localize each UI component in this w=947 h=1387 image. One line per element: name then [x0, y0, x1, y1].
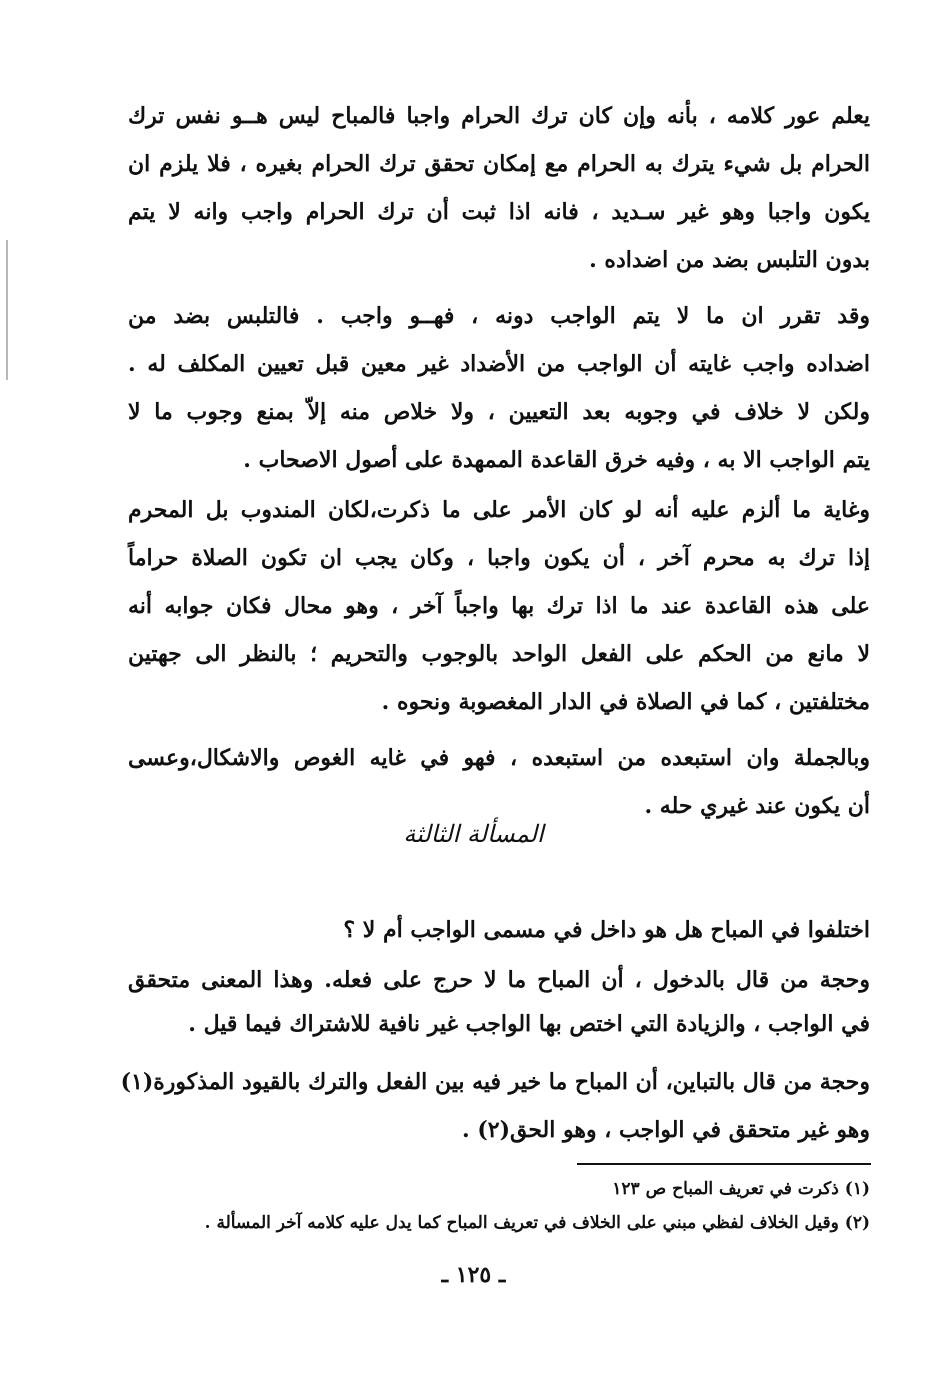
text-line: مختلفتين ، كما في الصلاة في الدار المغصوبة ونحوه . [381, 689, 870, 715]
text-line: وبالجملة وان استبعده من استبعده ، فهو في غايه الغوص والاشكال،وعسى [128, 745, 870, 771]
text-line: بدون التلبس بضد من اضداده . [589, 247, 870, 273]
text-line: وهو غير متحقق في الواجب ، وهو الحق(٢) . [462, 1117, 870, 1143]
text-line: يكون واجبا وهو غير سـديد ، فانه اذا ثبت أن ترك الحرام واجب وانه لا يتم [128, 199, 870, 225]
footnote-divider [577, 1163, 871, 1165]
paragraph-4 [128, 734, 870, 830]
text-line: أن يكون عند غيري حله . [644, 793, 870, 819]
text-line: اضداده واجب غايته أن الواجب من الأضداد غير معين قبل تعيين المكلف له . [128, 351, 870, 377]
question-line: اختلفوا في المباح هل هو داخل في مسمى الواجب أم لا ؟ [343, 917, 870, 943]
footnote-2: (٢) وقيل الخلاف لفظي مبني على الخلاف في تعريف المباح كما يدل عليه كلامه آخر المسألة . [204, 1213, 870, 1233]
text-line: وقد تقرر ان ما لا يتم الواجب دونه ، فهــو واجب . فالتلبس بضد من [128, 303, 870, 329]
text-line: إذا ترك به محرم آخر ، أن يكون واجبا ، وكان يجب ان تكون الصلاة حراماً [128, 545, 870, 571]
text-line: يعلم عور كلامه ، بأنه وإن كان ترك الحرام واجبا فالمباح ليس هــو نفس ترك [128, 103, 870, 129]
text-line: الحرام بل شيء يترك به الحرام مع إمكان تحقق ترك الحرام بغيره ، فلا يلزم ان [128, 151, 870, 177]
text-line: في الواجب ، والزيادة التي اختص بها الواجب غير نافية للاشتراك فيما قيل . [188, 1011, 870, 1037]
text-line: وحجة من قال بالدخول ، أن المباح ما لا حرج على فعله. وهذا المعنى متحقق [128, 967, 870, 993]
page-number: ـ ١٢٥ ـ [441, 1262, 506, 1288]
text-line: على هذه القاعدة عند ما اذا ترك بها واجباً آخر ، وهو محال فكان جوابه أنه [128, 593, 870, 619]
question-paragraph [128, 906, 870, 954]
paragraph-1 [128, 92, 870, 284]
text-line: وحجة من قال بالتباين، أن المباح ما خير فيه بين الفعل والترك بالقيود المذكورة(١) [120, 1069, 870, 1095]
text-line: لا مانع من الحكم على الفعل الواحد بالوجوب والتحريم ؛ بالنظر الى جهتين [128, 641, 870, 667]
text-line: ولكن لا خلاف في وجوبه بعد التعيين ، ولا خلاص منه إلاّ بمنع وجوب ما لا [128, 399, 870, 425]
footnotes [130, 1172, 870, 1240]
text-line: يتم الواجب الا به ، وفيه خرق القاعدة الممهدة على أصول الاصحاب . [243, 447, 870, 473]
text-line: وغاية ما ألزم عليه أنه لو كان الأمر على ما ذكرت،لكان المندوب بل المحرم [128, 497, 870, 523]
section-heading: المسألة الثالثة [403, 820, 544, 848]
paragraph-5 [128, 958, 870, 1046]
paragraph-6 [120, 1058, 870, 1154]
paragraph-3 [128, 486, 870, 726]
paragraph-2 [128, 292, 870, 484]
footnote-1: (١) ذكرت في تعريف المباح ص ١٢٣ [612, 1179, 870, 1199]
scan-edge-line [6, 240, 8, 380]
